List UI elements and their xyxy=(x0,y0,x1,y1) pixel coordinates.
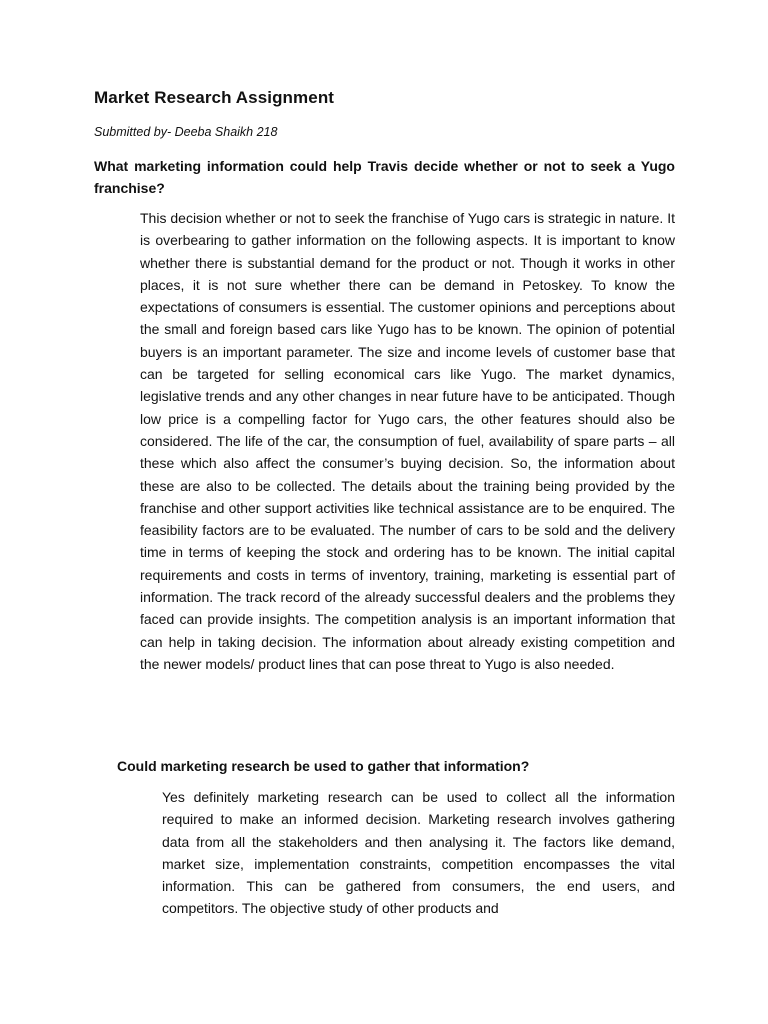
submitted-by: Submitted by- Deeba Shaikh 218 xyxy=(94,125,278,139)
question-1-heading: What marketing information could help Travis decide whether or not to seek a Yugo franchise? xyxy=(94,158,675,196)
answer-1-paragraph: This decision whether or not to seek the franchise of Yugo cars is strategic in nature. It is overbearing to gather information on the following aspects. It is important to know whether there is substantial demand for the product or not. Though it works in other places, it is not sure whether there can be demand in Petoskey. To know the expectations of consumers is essential. The customer opinions and perceptions about the small and foreign based cars like Yugo has to be known. The opinion of potential buyers is an important parameter. The size and income levels of customer base that can be targeted for selling economical cars like Yugo. The market dynamics, legislative trends and any other changes in near future have to be anticipated. Though low price is a compelling factor for Yugo cars, the other features should also be considered. The life of the car, the consumption of fuel, availability of spare parts – all these which also affect the consumer’s buying decision. So, the information about these are also to be collected. The details about the training being provided by the franchise and other support activities like technical assistance are to be enquired. The feasibility factors are to be evaluated. The number of cars to be sold and the delivery time in terms of keeping the stock and ordering has to be known. The initial capital requirements and costs in terms of inventory, training, marketing is essential part of information. The track record of the already successful dealers and the problems they faced can provide insights. The competition analysis is an important information that can help in taking decision. The information about already existing competition and the newer models/ product lines that can pose threat to Yugo is also needed. xyxy=(140,210,675,672)
question-2-heading: Could marketing research be used to gather that information? xyxy=(117,758,530,774)
answer-2-paragraph: Yes definitely marketing research can be used to collect all the information required to make an informed decision. Marketing research involves gathering data from all the stakeholders and then analysing it. The factors like demand, market size, implementation constraints, competition encompasses the vital information. This can be gathered from consumers, the end users, and competitors. The objective study of other products and xyxy=(162,789,675,917)
document-title: Market Research Assignment xyxy=(94,88,335,107)
